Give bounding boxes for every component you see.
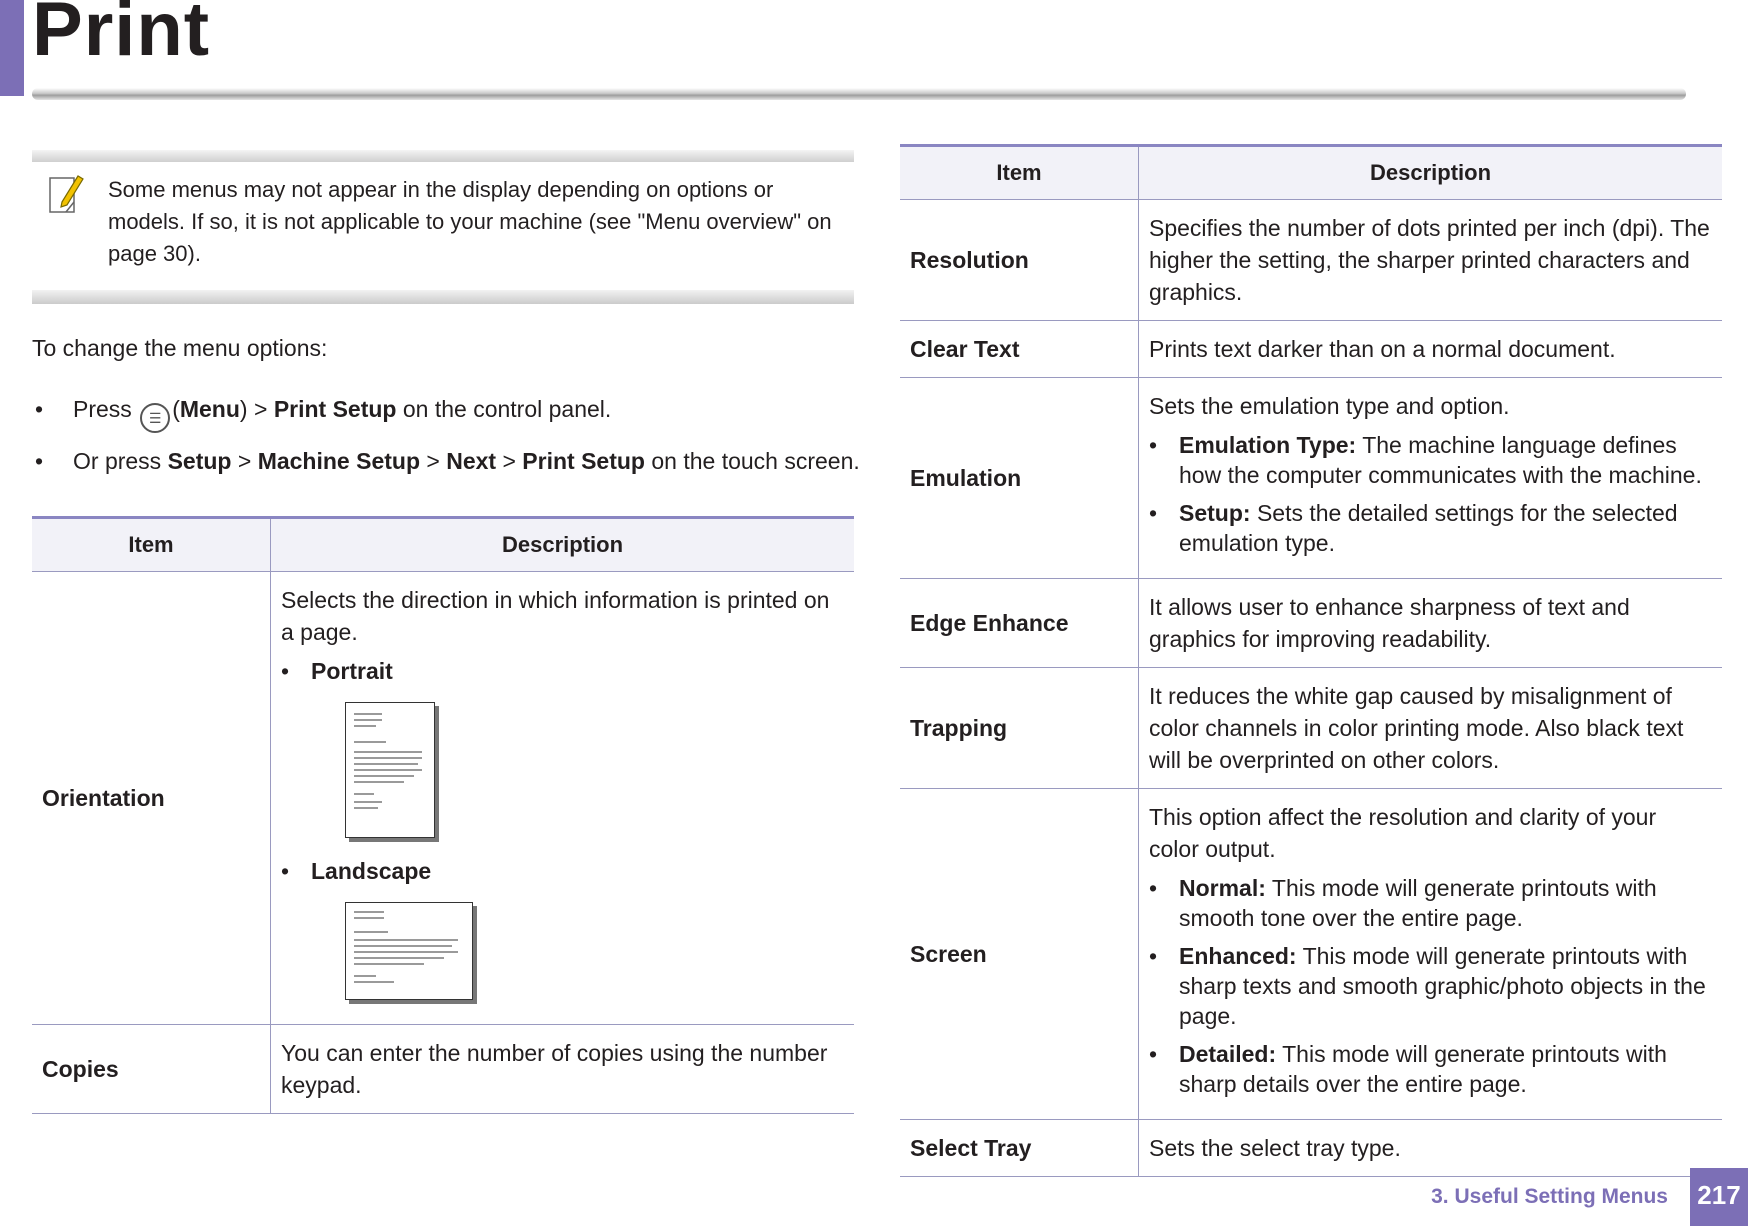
step-2-c: Next [446,448,497,474]
row-desc-screen [1139,789,1723,1120]
step-1-suffix: on the control panel. [402,396,612,422]
table-row [32,572,854,1025]
emulation-options [1149,430,1710,558]
table-row [900,789,1722,1120]
col-desc-header: Description [1139,146,1723,200]
col-item-header: Item [32,518,271,572]
bullet-dot: • [35,396,44,422]
row-desc-emulation [1139,378,1723,579]
row-item-orientation: Orientation [32,572,271,1025]
option-portrait: • Portrait [281,656,842,838]
row-item-screen: Screen [900,789,1139,1120]
row-desc-select-tray: Sets the select tray type. [1149,1135,1401,1161]
table-row [32,1025,854,1114]
option-enhanced: • Enhanced: This mode will generate printouts with sharp texts and smooth graphic/photo objects in the page. [1149,943,1706,1029]
row-desc-orientation [271,572,855,1025]
table-row [900,668,1722,789]
screen-options [1149,873,1710,1099]
row-desc-copies: You can enter the number of copies using the number keypad. [281,1040,828,1098]
left-settings-table [32,516,854,1114]
title-rule [32,88,1686,100]
table-row [900,1120,1722,1177]
step-1-sep: > [253,396,268,422]
row-item-select-tray: Select Tray [900,1120,1139,1177]
page-number: 217 [1690,1168,1748,1226]
emulation-desc: Sets the emulation type and option. [1149,393,1510,419]
bullet-dot: • [35,448,44,474]
landscape-page-icon [345,902,473,1000]
col-desc-header: Description [271,518,855,572]
step-1: • Press ☰ (Menu) > Print Setup on the control panel. [73,396,611,433]
step-2-d: Print Setup [522,448,645,474]
title-accent-bar [0,0,24,96]
row-item-emulation: Emulation [900,378,1139,579]
step-1-prefix: Press [73,396,132,422]
step-2-a: Setup [167,448,232,474]
option-normal: • Normal: This mode will generate printouts with smooth tone over the entire page. [1149,875,1657,931]
note-top-border [32,150,854,162]
table-header-row [32,518,854,572]
table-row [900,321,1722,378]
row-desc-resolution: Specifies the number of dots printed per inch (dpi). The higher the setting, the sharper printed characters and graphics. [1149,215,1710,305]
option-setup: • Setup: Sets the detailed settings for the selected emulation type. [1149,500,1678,556]
footer-chapter: 3. Useful Setting Menus [1431,1185,1668,1208]
portrait-page-icon [345,702,435,838]
row-desc-clear-text: Prints text darker than on a normal document. [1149,336,1616,362]
intro-text: To change the menu options: [32,335,328,361]
option-emulation-type: • Emulation Type: The machine language defines how the computer communicates with the machine. [1149,432,1702,488]
table-row [900,200,1722,321]
row-desc-trapping: It reduces the white gap caused by misalignment of color channels in color printing mode. Also black text will be overprinted on other colors. [1149,683,1684,773]
step-2: • Or press Setup > Machine Setup > Next > Print Setup on the touch screen. [35,448,860,474]
right-settings-table [900,144,1722,1177]
step-2-b: Machine Setup [257,448,420,474]
row-item-edge-enhance: Edge Enhance [900,579,1139,668]
step-2-suffix: on the touch screen. [651,448,860,474]
option-detailed: • Detailed: This mode will generate printouts with sharp details over the entire page. [1149,1041,1667,1097]
row-desc-edge-enhance: It allows user to enhance sharpness of text and graphics for improving readability. [1149,594,1630,652]
table-row [900,378,1722,579]
col-item-header: Item [900,146,1139,200]
step-1-target: Print Setup [273,396,397,422]
menu-button-icon: ☰ [140,403,170,433]
step-2-prefix: Or press [73,448,162,474]
row-item-trapping: Trapping [900,668,1139,789]
note-text: Some menus may not appear in the display depending on options or models. If so, it is not applicable to your machine (see "Menu overview" on page 30). [108,177,832,266]
page-title: Print [32,0,211,72]
orientation-desc: Selects the direction in which information is printed on a page. [281,587,830,645]
pencil-note-icon [48,172,86,216]
note-bottom-border [32,290,854,304]
step-1-menu: Menu [179,396,240,422]
orientation-options [281,656,842,1000]
row-item-clear-text: Clear Text [900,321,1139,378]
row-item-copies: Copies [32,1025,271,1114]
row-item-resolution: Resolution [900,200,1139,321]
screen-desc: This option affect the resolution and clarity of your color output. [1149,804,1657,862]
table-row [900,579,1722,668]
option-landscape: • Landscape [281,856,842,1000]
table-header-row [900,146,1722,200]
